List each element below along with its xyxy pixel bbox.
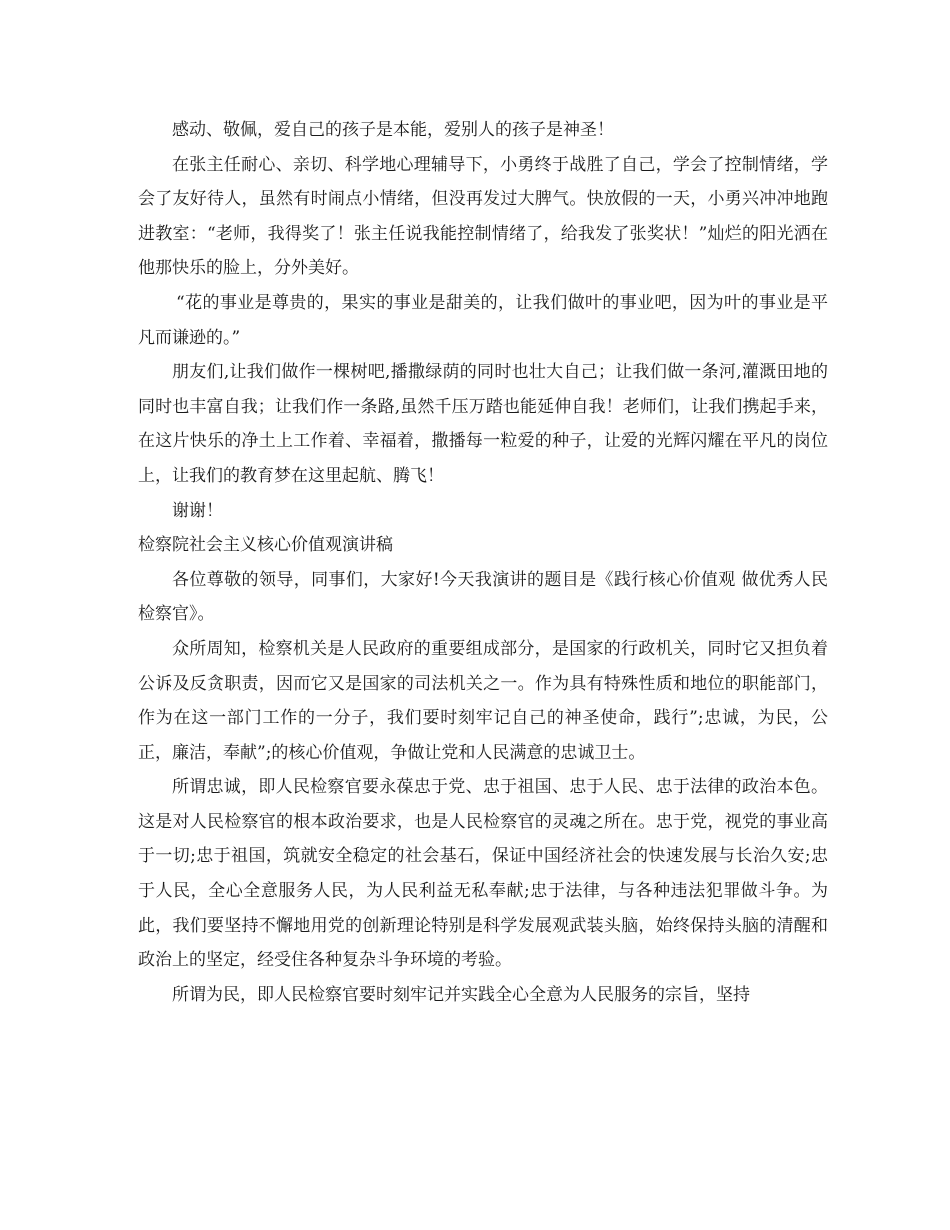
- paragraph-serving-people: 所谓为民，即人民检察官要时刻牢记并实践全心全意为人民服务的宗旨，坚持: [172, 984, 750, 1005]
- paragraph-greeting: 各位尊敬的领导，同事们，大家好!今天我演讲的题目是《践行核心价值观 做优秀人民检察官》。: [138, 569, 828, 625]
- paragraph-friends-appeal: 朋友们,让我们做作一棵树吧,播撒绿荫的同时也壮大自己；让我们做一条河,灌溉田地的同时也丰富自我；让我们作一条路,虽然千压万踏也能延伸自我！老师们，让我们携起手来，在这片快乐的净土上工作着、幸福着，撒播每一粒爱的种子，让爱的光辉闪耀在平凡的岗位上，让我们的教育梦在这里起航、腾飞！: [138, 362, 828, 486]
- paragraph-xiaoyong-story: 在张主任耐心、亲切、科学地心理辅导下，小勇终于战胜了自己，学会了控制情绪，学会了友好待人，虽然有时闹点小情绪，但没再发过大脾气。快放假的一天，小勇兴冲冲地跑进教室：“老师，我得奖了！张主任说我能控制情绪了，给我发了张奖状！”灿烂的阳光洒在他那快乐的脸上，分外美好。: [138, 154, 828, 279]
- paragraph-loyalty: 所谓忠诚，即人民检察官要永葆忠于党、忠于祖国、忠于人民、忠于法律的政治本色。这是对人民检察官的根本政治要求，也是人民检察官的灵魂之所在。忠于党，视党的事业高于一切;忠于祖国，筑就安全稳定的社会基石，保证中国经济社会的快速发展与长治久安;忠于人民，全心全意服务人民，为人民利益无私奉献;忠于法律，与各种违法犯罪做斗争。为此，我们要坚持不懈地用党的创新理论特别是科学发展观武装头脑，始终保持头脑的清醒和政治上的坚定，经受住各种复杂斗争环境的考验。: [138, 777, 828, 971]
- document-body: [138, 113, 828, 1012]
- paragraph-procuratorate-role: 众所周知，检察机关是人民政府的重要组成部分，是国家的行政机关，同时它又担负着公诉及反贪职责，因而它又是国家的司法机关之一。作为具有特殊性质和地位的职能部门，作为在这一部门工作的一分子，我们要时刻牢记自己的神圣使命，践行”;忠诚，为民，公正，廉洁，奉献”;的核心价值观，争做让党和人民满意的忠诚卫士。: [138, 638, 828, 763]
- paragraph-leaf-quote: “花的事业是尊贵的，果实的事业是甜美的，让我们做叶的事业吧，因为叶的事业是平凡而谦逊的。”: [138, 292, 828, 348]
- section-heading: 检察院社会主义核心价值观演讲稿: [138, 535, 393, 556]
- paragraph-closing-reflection: 感动、敬佩，爱自己的孩子是本能，爱别人的孩子是神圣！: [172, 120, 614, 140]
- paragraph-thanks: 谢谢！: [172, 500, 223, 521]
